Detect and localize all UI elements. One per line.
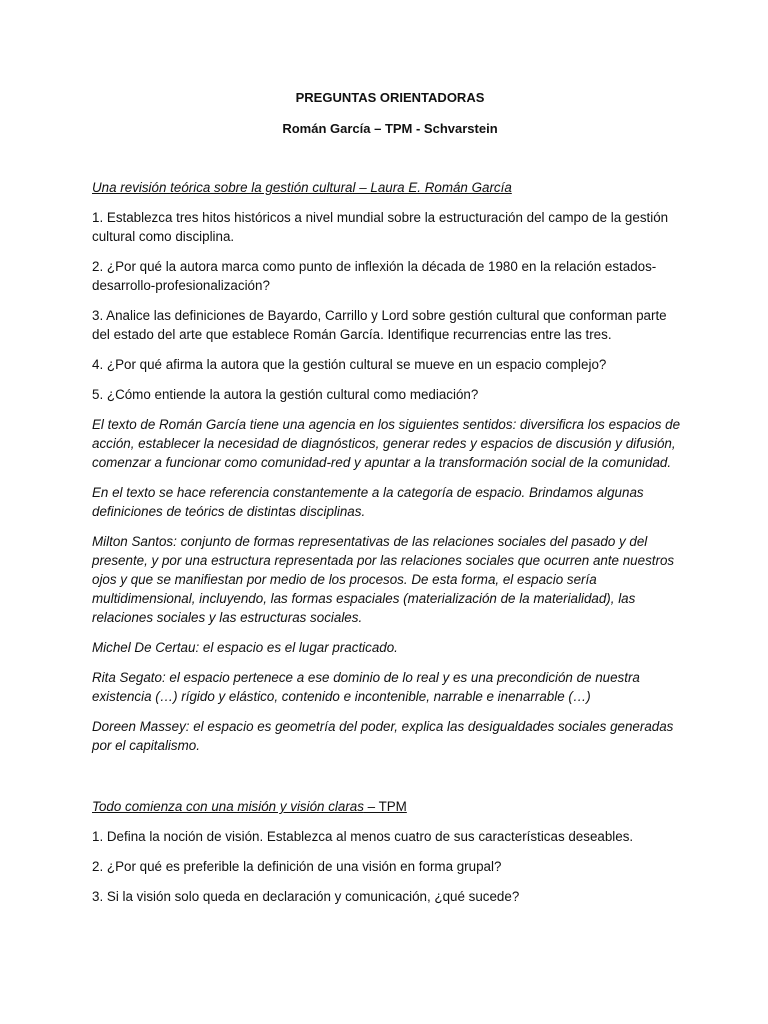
question-3: 3. Analice las definiciones de Bayardo, Carrillo y Lord sobre gestión cultural que conforman parte del estado del arte que establece Román García. Identifique recurrencias entre las tres. [92, 308, 667, 342]
question-vision-2: 2. ¿Por qué es preferible la definición de una visión en forma grupal? [92, 859, 502, 874]
page-subtitle: Román García – TPM - Schvarstein [282, 121, 498, 136]
question-5: 5. ¿Cómo entiende la autora la gestión cultural como mediación? [92, 387, 479, 402]
section-heading-source: – TPM [363, 799, 407, 814]
note-de-certau: Michel De Certau: el espacio es el lugar practicado. [92, 640, 398, 655]
question-1: 1. Establezca tres hitos históricos a nivel mundial sobre la estructuración del campo de la gestión cultural como disciplina. [92, 210, 669, 244]
note-espacio-intro: En el texto se hace referencia constantemente a la categoría de espacio. Brindamos algunas definiciones de teórics de distintas disciplinas. [92, 485, 644, 519]
question-vision-3: 3. Si la visión solo queda en declaración y comunicación, ¿qué sucede? [92, 889, 520, 904]
page-title: PREGUNTAS ORIENTADORAS [295, 90, 485, 105]
note-doreen-massey: Doreen Massey: el espacio es geometría del poder, explica las desigualdades sociales generadas por el capitalismo. [92, 719, 674, 753]
question-4: 4. ¿Por qué afirma la autora que la gestión cultural se mueve en un espacio complejo? [92, 357, 607, 372]
note-agencia: El texto de Román García tiene una agencia en los siguientes sentidos: diversificra los espacios de acción, establecer la necesidad de diagnósticos, generar redes y espacios de discusión y difusión, comenzar a funcionar como comunidad-red y apuntar a la transformación social de la comunidad. [92, 417, 681, 470]
section-heading-mision-vision [92, 797, 688, 816]
note-milton-santos: Milton Santos: conjunto de formas representativas de las relaciones sociales del pasado y del presente, y por una estructura representada por las relaciones sociales que ocurren ante nuestros ojos y que se manifiestan por medio de los procesos. De esta forma, el espacio sería multidimensional, incluyendo, las formas espaciales (materialización de la materialidad), las relaciones sociales y las estructuras sociales. [92, 534, 675, 625]
section-heading-revision-teorica: Una revisión teórica sobre la gestión cultural – Laura E. Román García [92, 180, 512, 195]
question-vision-1: 1. Defina la noción de visión. Establezca al menos cuatro de sus características deseables. [92, 829, 634, 844]
question-2: 2. ¿Por qué la autora marca como punto de inflexión la década de 1980 en la relación estados-desarrollo-profesionalización? [92, 259, 657, 293]
note-rita-segato: Rita Segato: el espacio pertenece a ese dominio de lo real y es una precondición de nuestra existencia (…) rígido y elástico, contenido e incontenible, narrable e inenarrable (…) [92, 670, 640, 704]
section-heading-title: Todo comienza con una misión y visión claras [92, 799, 364, 814]
